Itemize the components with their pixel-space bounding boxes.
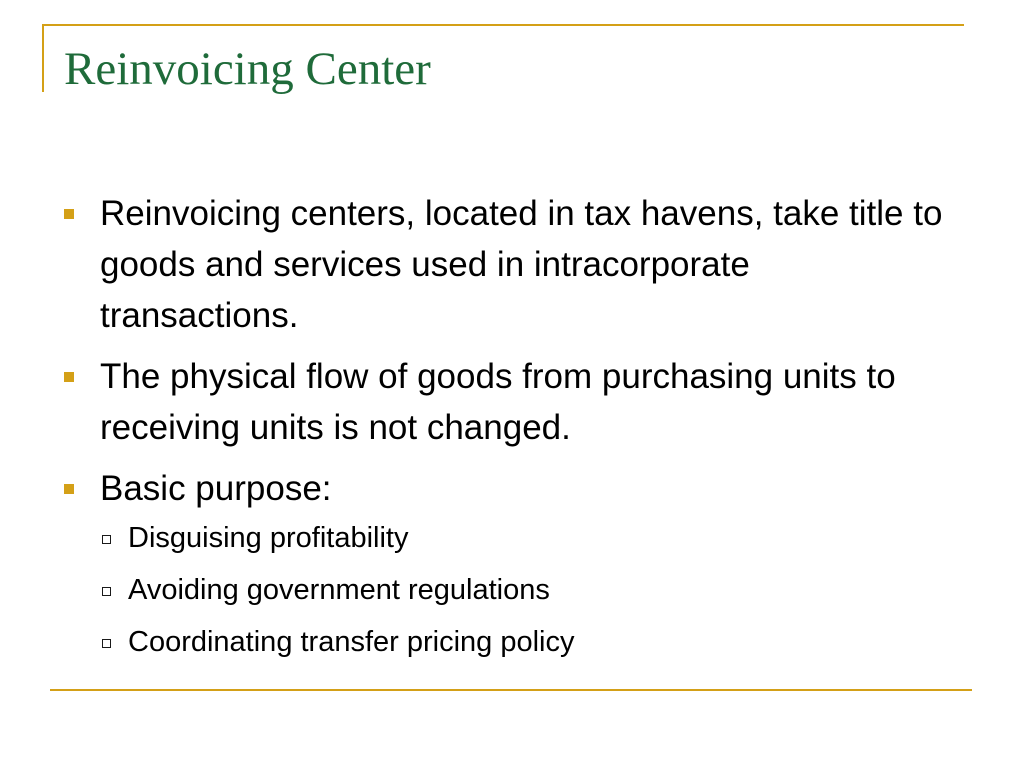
slide-body	[64, 188, 944, 670]
bullet-text: Basic purpose:	[100, 469, 332, 508]
hollow-square-bullet-icon	[102, 639, 111, 648]
top-rule	[42, 24, 964, 26]
hollow-square-bullet-icon	[102, 587, 111, 596]
sub-bullet-text: Avoiding government regulations	[128, 574, 550, 606]
left-rule	[42, 24, 44, 92]
bottom-rule	[50, 689, 972, 691]
bullet-text: Reinvoicing centers, located in tax havens, take title to goods and services used in intracorporate transactions.	[100, 194, 943, 335]
sub-bullet-item	[102, 514, 944, 562]
sub-bullet-text: Disguising profitability	[128, 522, 409, 554]
sub-bullet-item	[102, 618, 944, 666]
square-bullet-icon	[64, 484, 74, 494]
bullet-text: The physical flow of goods from purchasing units to receiving units is not changed.	[100, 357, 896, 447]
bullet-item	[64, 188, 944, 341]
bullet-item	[64, 463, 944, 514]
slide-title: Reinvoicing Center	[64, 43, 431, 95]
sub-bullet-item	[102, 566, 944, 614]
square-bullet-icon	[64, 209, 74, 219]
bullet-item	[64, 351, 944, 453]
sub-bullet-text: Coordinating transfer pricing policy	[128, 626, 575, 658]
square-bullet-icon	[64, 372, 74, 382]
hollow-square-bullet-icon	[102, 535, 111, 544]
